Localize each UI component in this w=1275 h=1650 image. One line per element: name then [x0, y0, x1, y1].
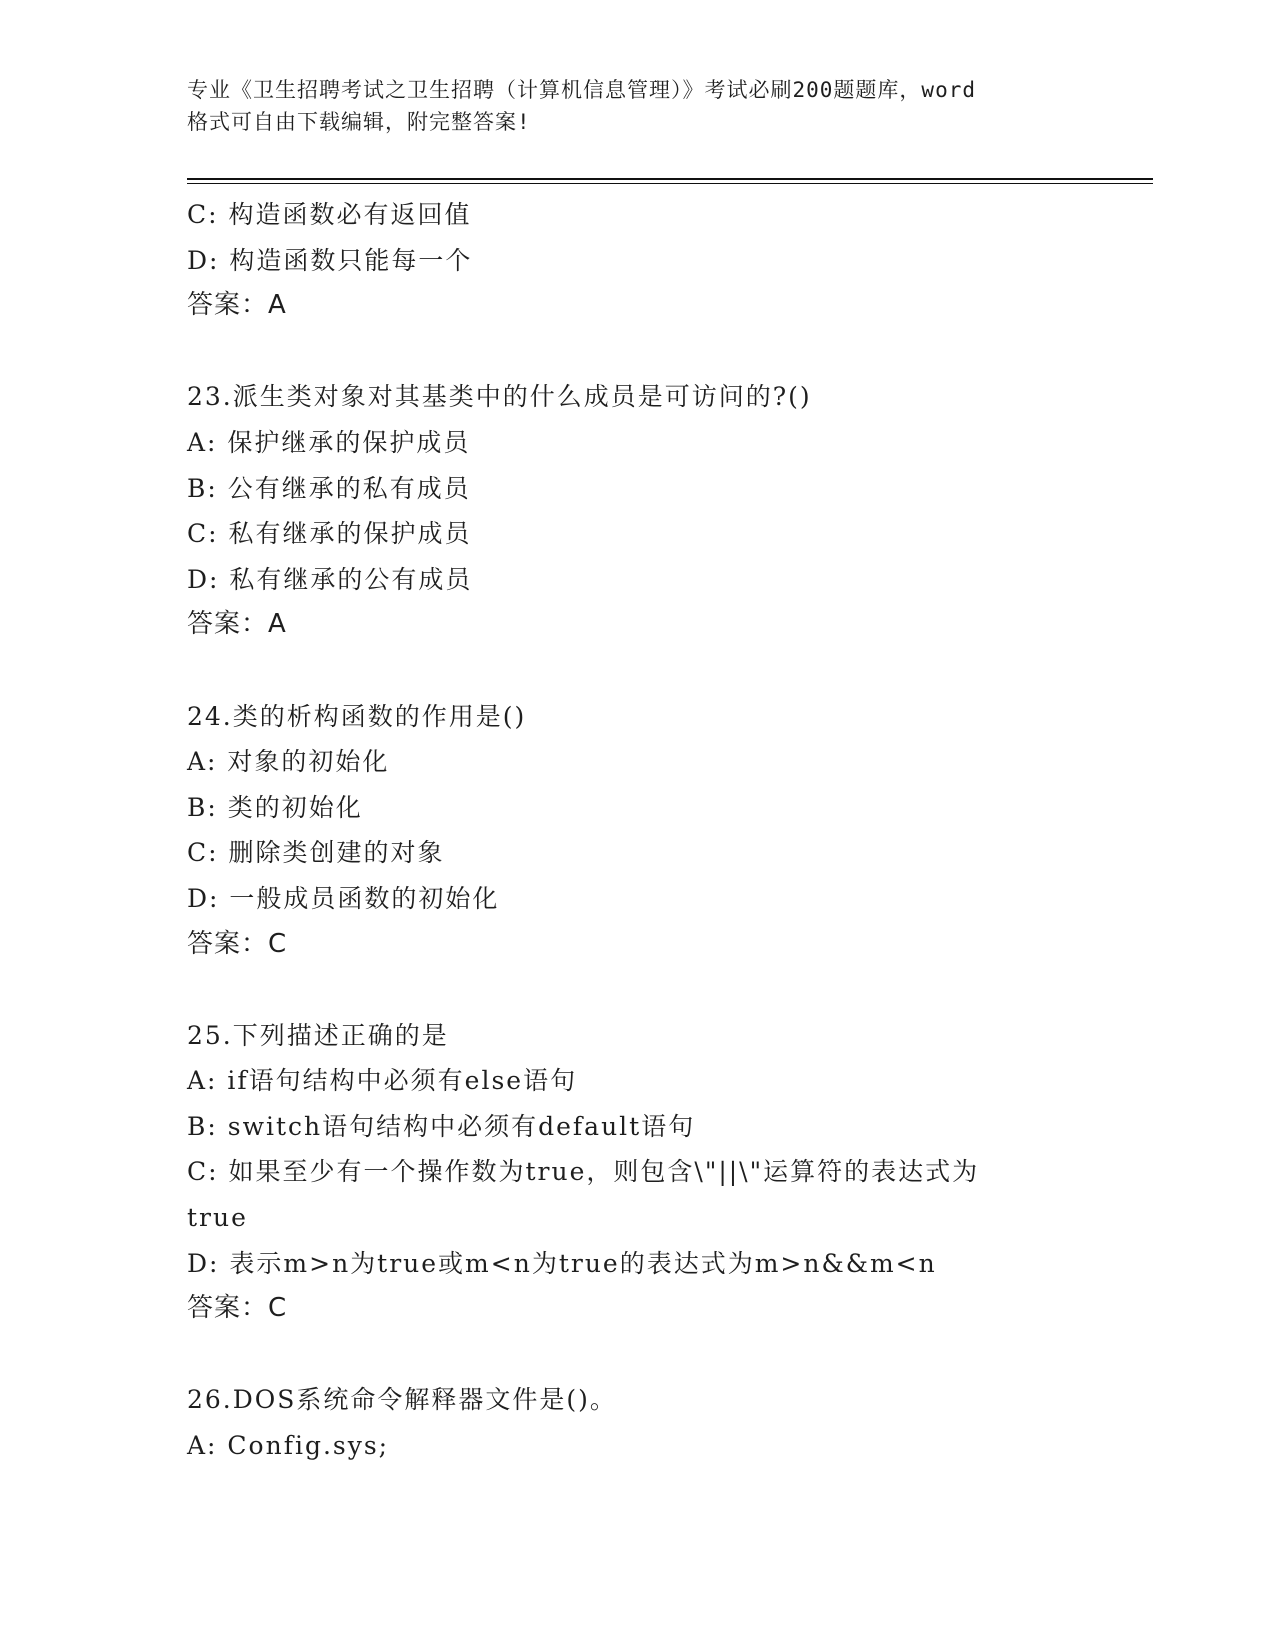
option-c-continued: true [187, 1203, 248, 1233]
header-divider [187, 178, 1153, 180]
document-header [187, 74, 1087, 138]
spacer [187, 967, 1107, 1013]
option-c: C: 如果至少有一个操作数为true，则包含\"||\"运算符的表达式为 [187, 1157, 980, 1187]
option-b: B: switch语句结构中必须有default语句 [187, 1111, 696, 1141]
question-list [187, 192, 1107, 1469]
option-d: D: 一般成员函数的初始化 [187, 883, 500, 913]
option-d: D: 私有继承的公有成员 [187, 564, 473, 594]
spacer [187, 329, 1107, 375]
spacer [187, 648, 1107, 694]
option-c: C: 删除类创建的对象 [187, 838, 445, 868]
option-b: B: 类的初始化 [187, 792, 363, 822]
option-a: A: Config.sys; [187, 1431, 390, 1461]
answer-line: 答案：A [187, 609, 287, 640]
option-b: B: 公有继承的私有成员 [187, 473, 471, 503]
answer-line: 答案：C [187, 928, 288, 959]
option-a: A: if语句结构中必须有else语句 [187, 1066, 578, 1096]
answer-line: 答案：C [187, 1293, 288, 1324]
option-a: A: 对象的初始化 [187, 747, 390, 777]
question-23: 23.派生类对象对其基类中的什么成员是可访问的?() [187, 382, 812, 412]
option-c: C: 构造函数必有返回值 [187, 200, 472, 229]
header-divider-thin [187, 183, 1153, 184]
question-24: 24.类的析构函数的作用是() [187, 701, 527, 731]
header-line-1: 专业《卫生招聘考试之卫生招聘（计算机信息管理）》考试必刷200题题库，word [187, 78, 976, 102]
question-26: 26.DOS系统命令解释器文件是()。 [187, 1385, 617, 1415]
option-d: D: 表示m>n为true或m<n为true的表达式为m>n&&m<n [187, 1248, 937, 1278]
answer-line: 答案：A [187, 290, 287, 321]
option-a: A: 保护继承的保护成员 [187, 427, 471, 457]
option-d: D: 构造函数只能每一个 [187, 245, 473, 275]
question-25: 25.下列描述正确的是 [187, 1020, 449, 1050]
option-c: C: 私有继承的保护成员 [187, 519, 472, 549]
header-line-2: 格式可自由下载编辑，附完整答案! [187, 110, 531, 134]
spacer [187, 1332, 1107, 1378]
